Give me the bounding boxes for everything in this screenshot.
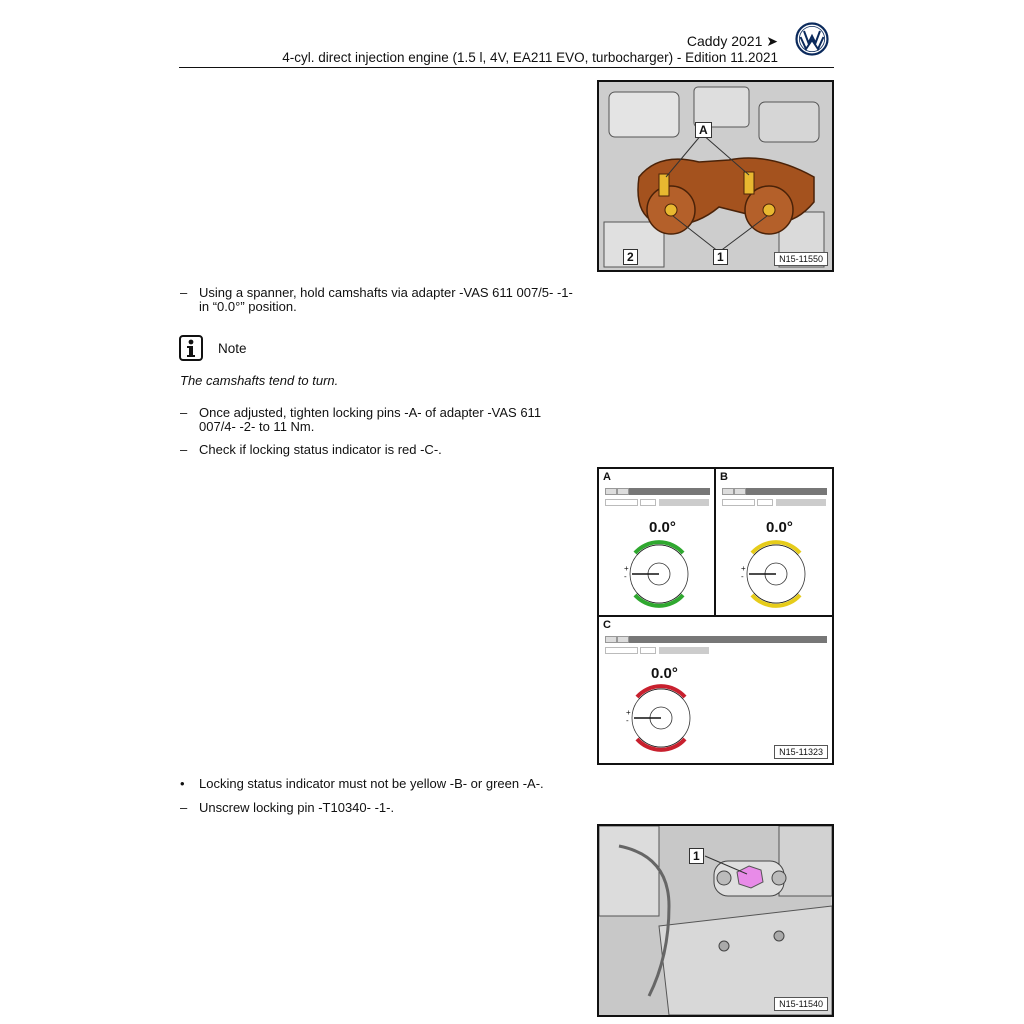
document-subtitle: 4-cyl. direct injection engine (1.5 l, 4V, EA211 EVO, turbocharger) - Edition 11.2021 <box>282 50 778 65</box>
angle-gauge <box>623 538 695 610</box>
status-tab <box>722 488 734 495</box>
status-field <box>776 499 826 506</box>
callout-1: 1 <box>713 249 728 265</box>
step-tighten-pins <box>180 406 580 434</box>
minus-sign: - <box>624 572 627 581</box>
panel-label: A <box>603 471 611 483</box>
note-text: The camshafts tend to turn. <box>180 373 339 388</box>
figure-code: N15-11323 <box>774 745 828 759</box>
status-field <box>722 499 755 506</box>
document-title: Caddy 2021 ➤ <box>686 33 778 49</box>
step-hold-camshafts <box>180 286 580 314</box>
camshaft-adapter-illustration <box>599 82 832 270</box>
status-field <box>605 647 638 654</box>
status-tab <box>605 488 617 495</box>
info-icon <box>179 335 203 361</box>
plus-sign: + <box>626 708 631 717</box>
step-text: Locking status indicator must not be yellow -B- or green -A-. <box>199 776 544 791</box>
status-panel-b <box>716 469 832 617</box>
vw-logo-icon <box>795 22 829 56</box>
step-text: Check if locking status indicator is red -C-. <box>199 442 442 457</box>
status-tab <box>617 636 629 643</box>
status-field <box>659 499 709 506</box>
status-field <box>640 647 656 654</box>
list-marker: – <box>180 442 188 457</box>
angle-readout: 0.0° <box>766 519 793 536</box>
callout-1: 1 <box>689 848 704 864</box>
status-field <box>640 499 656 506</box>
angle-gauge <box>625 682 697 754</box>
figure-locking-pin <box>597 824 834 1017</box>
status-tab <box>605 636 617 643</box>
status-bar <box>605 636 827 643</box>
step-text: Unscrew locking pin -T10340- -1-. <box>199 800 395 815</box>
status-panel-c <box>599 617 832 763</box>
step-indicator-warning <box>180 777 580 791</box>
note-label: Note <box>218 341 247 356</box>
list-marker: – <box>180 285 188 300</box>
status-tab <box>734 488 746 495</box>
step-text: Using a spanner, hold camshafts via adapter -VAS 611 007/5- -1- in “0.0°” position. <box>199 285 573 314</box>
plus-sign: + <box>624 564 629 573</box>
minus-sign: - <box>626 716 629 725</box>
panel-label: B <box>720 471 728 483</box>
status-field <box>659 647 709 654</box>
status-field <box>605 499 638 506</box>
angle-readout: 0.0° <box>649 519 676 536</box>
callout-a: A <box>695 122 712 138</box>
list-marker: • <box>180 776 185 791</box>
status-panel-a <box>599 469 716 617</box>
locking-pin-illustration <box>599 826 832 1015</box>
list-marker: – <box>180 800 188 815</box>
step-check-indicator <box>180 443 580 457</box>
panel-label: C <box>603 619 611 631</box>
figure-code: N15-11540 <box>774 997 828 1011</box>
minus-sign: - <box>741 572 744 581</box>
status-field <box>757 499 773 506</box>
angle-gauge <box>740 538 812 610</box>
figure-camshaft-adapter <box>597 80 834 272</box>
plus-sign: + <box>741 564 746 573</box>
header-rule <box>179 67 834 68</box>
list-marker: – <box>180 405 188 420</box>
step-text: Once adjusted, tighten locking pins -A- of adapter -VAS 611 007/4- -2- to 11 Nm. <box>199 405 542 434</box>
status-tab <box>617 488 629 495</box>
figure-code: N15-11550 <box>774 252 828 266</box>
angle-readout: 0.0° <box>651 665 678 682</box>
figure-locking-status <box>597 467 834 765</box>
step-unscrew-pin <box>180 801 580 815</box>
callout-2: 2 <box>623 249 638 265</box>
